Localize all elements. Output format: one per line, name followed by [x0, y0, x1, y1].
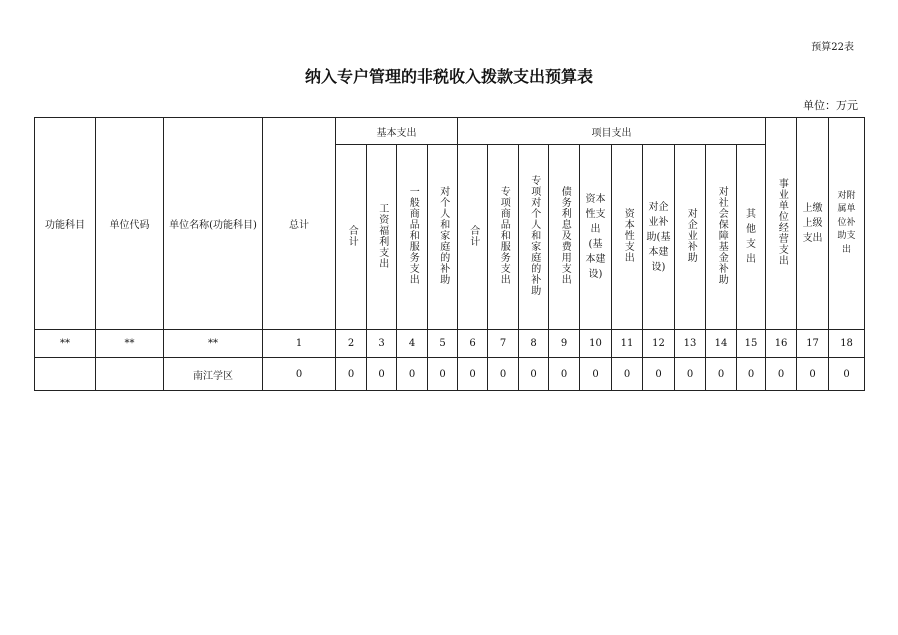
header-p-goods: 专项商品和服务支出 [488, 145, 519, 330]
index-cell: 6 [458, 330, 488, 358]
header-project-sum: 合计 [458, 145, 488, 330]
cell-value: 0 [367, 358, 397, 391]
cell-value: 0 [797, 358, 829, 391]
cell-value: 0 [706, 358, 737, 391]
cell-value: 0 [519, 358, 549, 391]
index-cell: 14 [706, 330, 737, 358]
index-cell: 13 [675, 330, 706, 358]
cell-value: 0 [737, 358, 766, 391]
index-cell: 15 [737, 330, 766, 358]
index-cell: 5 [428, 330, 458, 358]
cell-value: 0 [458, 358, 488, 391]
header-basic-sum: 合计 [336, 145, 367, 330]
index-cell: 11 [612, 330, 643, 358]
header-project-group: 项目支出 [458, 118, 766, 145]
cell-value: 0 [336, 358, 367, 391]
index-cell: 16 [766, 330, 797, 358]
cell-value: 0 [488, 358, 519, 391]
index-cell: 18 [829, 330, 865, 358]
cell-unit-name: 南江学区 [164, 358, 263, 391]
index-cell: ** [35, 330, 96, 358]
header-public-unit: 事业单位经营支出 [766, 118, 797, 330]
table-number: 预算22表 [811, 42, 854, 53]
index-cell: 4 [397, 330, 428, 358]
header-total: 总计 [263, 118, 336, 330]
cell-value: 0 [428, 358, 458, 391]
cell-value: 0 [580, 358, 612, 391]
index-row [35, 330, 865, 358]
cell-total: 0 [263, 358, 336, 391]
cell-value: 0 [549, 358, 580, 391]
cell-value: 0 [829, 358, 865, 391]
index-cell: ** [96, 330, 164, 358]
cell-value: 0 [643, 358, 675, 391]
index-cell: ** [164, 330, 263, 358]
unit-label: 单位：万元 [803, 99, 858, 112]
table-row [35, 358, 865, 391]
header-p-social: 对社会保障基金补助 [706, 145, 737, 330]
index-cell: 8 [519, 330, 549, 358]
header-p-capital-build: 资本性支出(基本建设) [580, 145, 612, 330]
header-basic-group: 基本支出 [336, 118, 458, 145]
index-cell: 2 [336, 330, 367, 358]
header-p-other: 其他支出 [737, 145, 766, 330]
header-p-capital: 资本性支出 [612, 145, 643, 330]
header-b-goods: 一般商品和服务支出 [397, 145, 428, 330]
header-unit-code: 单位代码 [96, 118, 164, 330]
cell-func-subject [35, 358, 96, 391]
header-affiliated: 对附属单位补助支出 [829, 118, 865, 330]
header-unit-name: 单位名称(功能科目) [164, 118, 263, 330]
index-cell: 1 [263, 330, 336, 358]
page-title: 纳入专户管理的非税收入拨款支出预算表 [304, 67, 593, 86]
cell-value: 0 [766, 358, 797, 391]
budget-table [34, 117, 865, 391]
header-b-subsidy: 对个人和家庭的补助 [428, 145, 458, 330]
cell-value: 0 [675, 358, 706, 391]
header-p-enterprise: 对企业补助 [675, 145, 706, 330]
header-p-enterprise-build: 对企业补助(基本建设) [643, 145, 675, 330]
cell-value: 0 [397, 358, 428, 391]
index-cell: 9 [549, 330, 580, 358]
header-func-subject: 功能科目 [35, 118, 96, 330]
index-cell: 10 [580, 330, 612, 358]
cell-unit-code [96, 358, 164, 391]
cell-value: 0 [612, 358, 643, 391]
header-b-salary: 工资福利支出 [367, 145, 397, 330]
header-p-subsidy: 专项对个人和家庭的补助 [519, 145, 549, 330]
header-p-debt: 债务利息及费用支出 [549, 145, 580, 330]
index-cell: 3 [367, 330, 397, 358]
index-cell: 12 [643, 330, 675, 358]
index-cell: 7 [488, 330, 519, 358]
index-cell: 17 [797, 330, 829, 358]
header-upper-pay: 上缴上级支出 [797, 118, 829, 330]
